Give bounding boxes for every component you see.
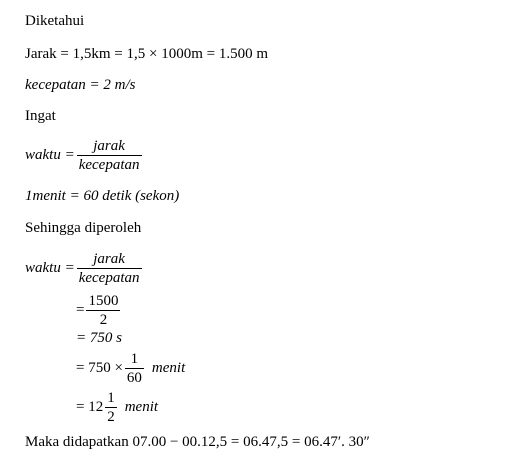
speed-line: kecepatan = 2 m/s	[25, 77, 136, 93]
fraction	[86, 292, 120, 329]
fraction-denominator: 2	[107, 409, 115, 425]
step-suffix: menit	[124, 399, 159, 415]
formula-lhs: waktu =	[25, 147, 75, 163]
minute-line: 1menit = 60 detik (sekon)	[25, 188, 180, 204]
fraction-denominator: 60	[126, 370, 142, 386]
heading-known: Diketahui	[25, 13, 85, 29]
equals-sign: =	[76, 302, 85, 318]
step-prefix: = 12	[76, 399, 104, 415]
fraction-numerator: jarak	[77, 250, 142, 269]
fraction	[105, 389, 117, 426]
formula-time-1	[25, 137, 144, 174]
thus-obtained-label: Sehingga diperoleh	[25, 220, 142, 236]
fraction-denominator: kecepatan	[78, 157, 140, 173]
fraction	[77, 250, 142, 287]
fraction	[125, 350, 144, 387]
step-prefix: = 750 ×	[76, 360, 123, 376]
step-3	[76, 350, 185, 387]
fraction-denominator: 2	[99, 312, 108, 328]
fraction	[77, 137, 142, 174]
step-2: = 750 s	[76, 330, 122, 346]
fraction-numerator: 1500	[88, 293, 119, 309]
formula-lhs: waktu =	[25, 260, 75, 276]
step-4	[76, 389, 158, 426]
distance-line: Jarak = 1,5km = 1,5 × 1000m = 1.500 m	[25, 46, 268, 62]
fraction-numerator: 1	[125, 350, 144, 369]
step-suffix: menit	[151, 360, 186, 376]
fraction-denominator: kecepatan	[78, 270, 140, 286]
step-1	[76, 292, 122, 329]
conclusion-line: Maka didapatkan 07.00 − 00.12,5 = 06.47,5 = 06.47′. 30″	[25, 434, 370, 450]
fraction-numerator: jarak	[77, 137, 142, 156]
fraction-numerator: 1	[107, 390, 115, 406]
remember-label: Ingat	[25, 108, 56, 124]
formula-time-2	[25, 250, 144, 287]
